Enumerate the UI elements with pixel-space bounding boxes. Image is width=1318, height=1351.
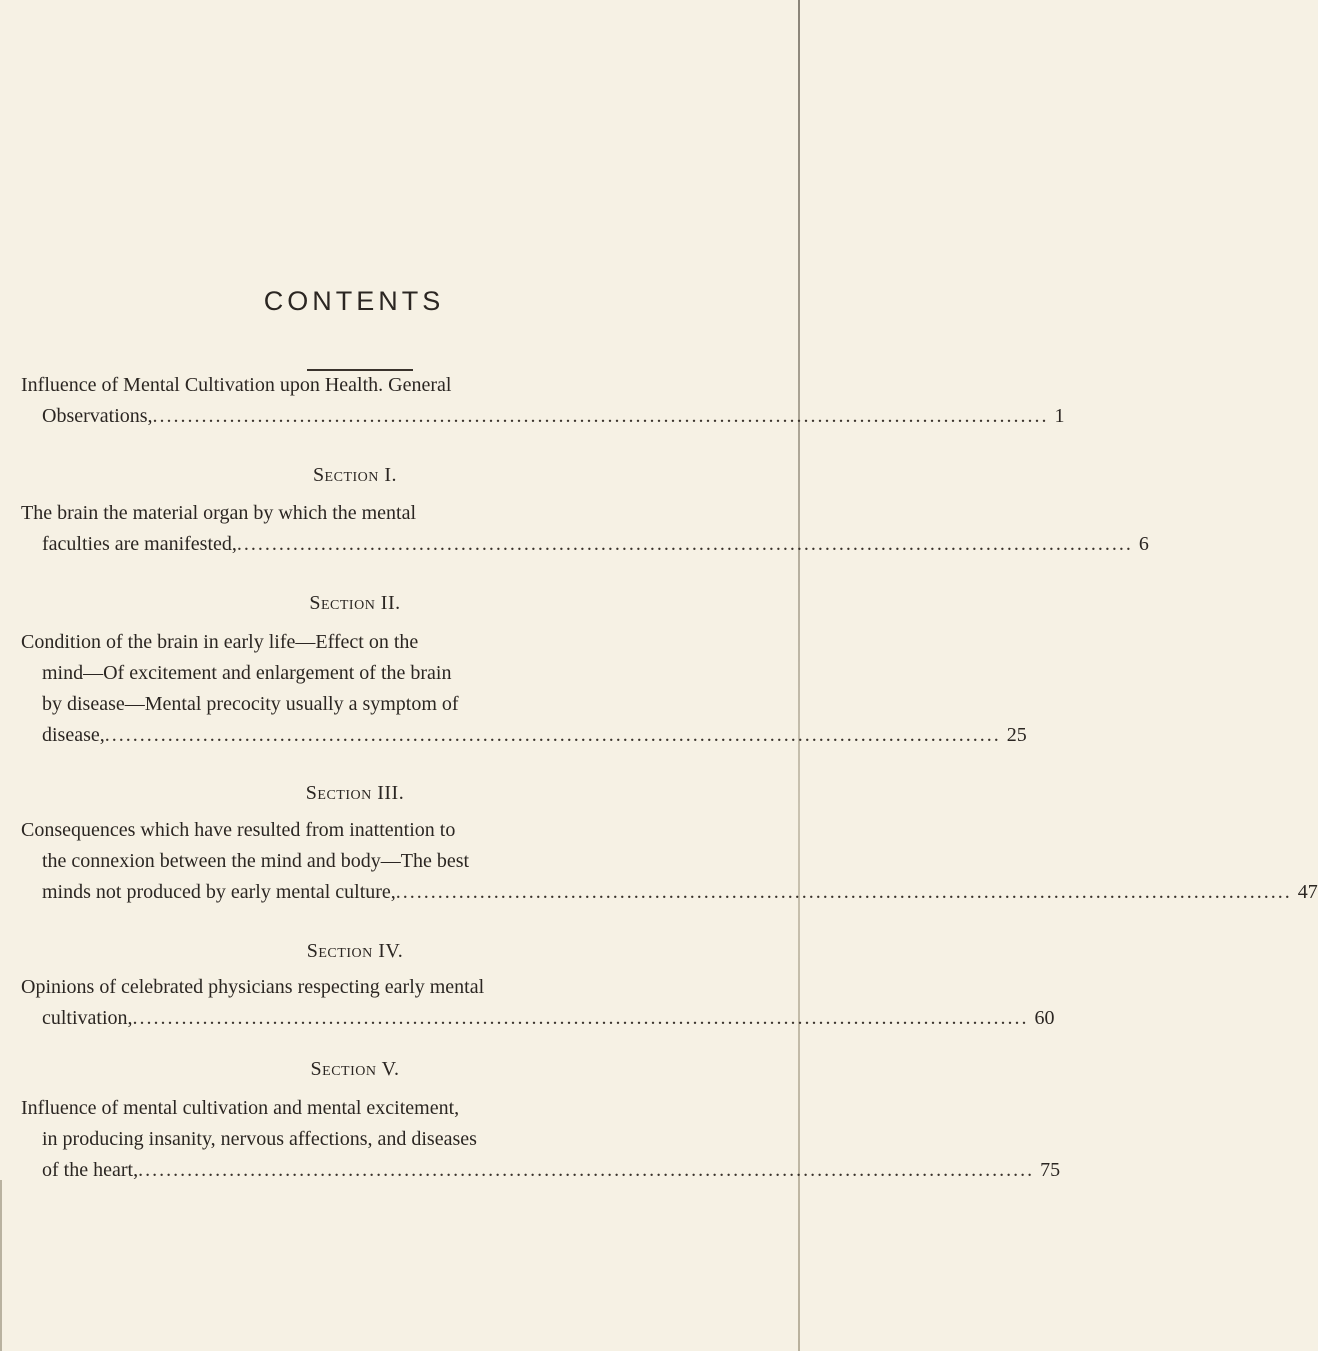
section-heading: Section I. [312,464,398,486]
toc-entry [21,627,459,720]
dot-leader: ................................................................................................................................ [132,1007,1029,1029]
page-number: 25 [1006,724,1027,746]
toc-entry-leader [21,401,1065,432]
toc-entry-text: of the heart, [42,1159,139,1181]
toc-entry [21,1093,477,1155]
dot-leader: ................................................................................................................................ [152,405,1049,427]
toc-entry-text: Opinions of celebrated physicians respecting early mental [21,976,485,998]
toc-entry-leader [21,720,1027,751]
page-number: 60 [1034,1007,1055,1029]
page-edge [0,1180,2,1351]
section-heading: Section III. [305,782,405,804]
page-number: 1 [1054,405,1065,427]
section-heading: Section IV. [306,940,404,962]
page-edge [798,0,800,1351]
page-number: 75 [1040,1159,1061,1181]
toc-entry-text: disease, [42,724,105,746]
section-heading: Section V. [310,1058,400,1080]
toc-entry-leader [21,529,1149,560]
toc-entry-text: Consequences which have resulted from inattention to [21,819,456,841]
toc-entry-text: cultivation, [42,1007,133,1029]
dot-leader: ................................................................................................................................ [104,724,1001,746]
toc-entry-text: in producing insanity, nervous affections, and diseases [42,1128,477,1150]
toc-entry-text: minds not produced by early mental culture, [42,881,396,903]
toc-entry [21,972,484,1003]
toc-entry-text: by disease—Mental precocity usually a symptom of [42,693,459,715]
toc-entry-leader [21,1003,1055,1034]
toc-entry-leader [21,877,1318,908]
section-heading: Section II. [309,592,401,614]
toc-entry-text: Influence of mental cultivation and mental excitement, [21,1097,460,1119]
dot-leader: ................................................................................................................................ [236,533,1133,555]
toc-entry-text: mind—Of excitement and enlargement of the brain [42,662,452,684]
toc-entry-leader [21,1155,1061,1186]
dot-leader: ................................................................................................................................ [138,1159,1035,1181]
page-number: 6 [1138,533,1149,555]
toc-entry-text: faculties are manifested, [42,533,237,555]
toc-entry-text: The brain the material organ by which the mental [21,502,417,524]
toc-entry-text: Observations, [42,405,153,427]
page-title: CONTENTS [263,286,445,316]
toc-entry [21,498,416,529]
dot-leader: ................................................................................................................................ [395,881,1292,903]
toc-entry-text: Condition of the brain in early life—Effect on the [21,631,419,653]
page-number: 47 [1297,881,1318,903]
toc-entry [21,815,469,877]
toc-entry-text: the connexion between the mind and body—The best [42,850,470,872]
toc-entry-text: Influence of Mental Cultivation upon Health. General [21,374,452,396]
